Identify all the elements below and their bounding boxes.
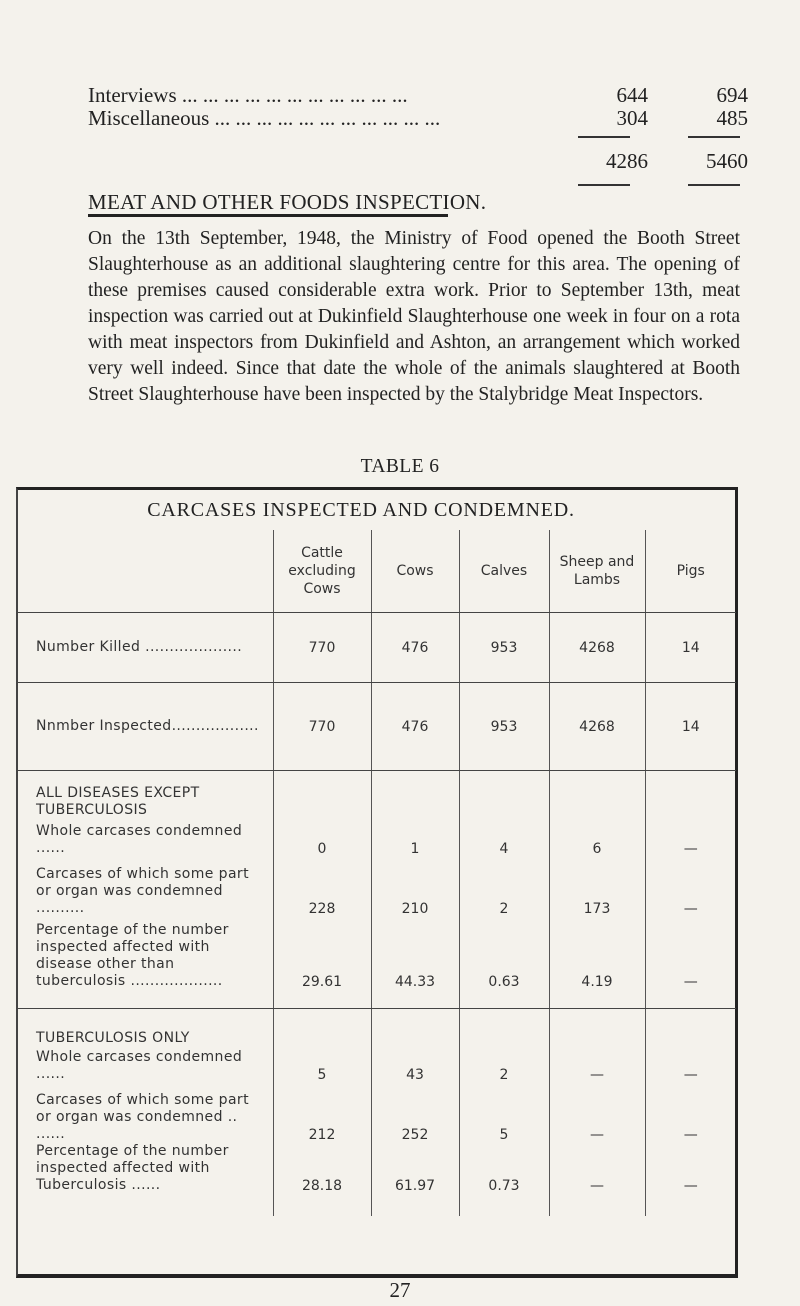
table-title: CARCASES INSPECTED AND CONDEMNED. <box>147 499 575 521</box>
table-row-number-inspected <box>18 683 736 771</box>
cell: 953 <box>459 683 549 771</box>
row-label: Whole carcases condemned ...... <box>18 823 273 857</box>
table-row <box>18 857 736 917</box>
cell: — <box>549 1083 645 1143</box>
group-heading-tuberculosis: TUBERCULOSIS ONLY <box>18 1009 273 1049</box>
cell: 953 <box>459 613 549 683</box>
table-row <box>18 823 736 857</box>
table-row-number-killed <box>18 613 736 683</box>
group-heading-all-diseases: ALL DISEASES EXCEPT TUBERCULOSIS <box>18 771 273 823</box>
cell: — <box>549 1049 645 1083</box>
header-blank <box>18 530 273 613</box>
row-label: Carcases of which some part or organ was condemned .......... <box>18 857 273 917</box>
cell: 476 <box>371 683 459 771</box>
section-title: MEAT AND OTHER FOODS INSPECTION. <box>88 190 487 214</box>
sum-rule-1b <box>578 184 630 186</box>
table-row <box>18 1083 736 1143</box>
cell: 29.61 <box>273 917 371 1009</box>
summary-label: Interviews ... ... ... ... ... ... ... ... ... ... ... <box>88 83 408 107</box>
page-number: 27 <box>389 1278 411 1302</box>
cell: 61.97 <box>371 1143 459 1216</box>
cell: 28.18 <box>273 1143 371 1216</box>
group-heading-row <box>18 771 736 823</box>
cell: 212 <box>273 1083 371 1143</box>
cell: 0.73 <box>459 1143 549 1216</box>
row-label: Percentage of the number inspected affected with Tuberculosis ...... <box>18 1143 273 1216</box>
cell: 770 <box>273 683 371 771</box>
cell: 2 <box>459 857 549 917</box>
total-value-1: 4286 <box>606 149 648 173</box>
cell: — <box>683 1066 698 1083</box>
header-sheep: Sheep and Lambs <box>549 530 645 613</box>
cell: 252 <box>371 1083 459 1143</box>
cell: — <box>645 917 736 1009</box>
summary-row-interviews <box>88 84 748 107</box>
cell: — <box>683 1126 698 1143</box>
group-heading-row <box>18 1009 736 1049</box>
header-cattle: Cattle excluding Cows <box>273 530 371 613</box>
cell: — <box>683 1177 698 1194</box>
sum-rule-2b <box>688 184 740 186</box>
cell: — <box>683 900 698 917</box>
cell: 14 <box>645 613 736 683</box>
cell: 4268 <box>549 683 645 771</box>
cell: 0 <box>273 823 371 857</box>
summary-value-2: 694 <box>716 83 748 107</box>
table-row <box>18 1143 736 1216</box>
row-label: Carcases of which some part or organ was condemned .. ...... <box>18 1083 273 1143</box>
row-label: Percentage of the number inspected affected with disease other than tuberculosis ................... <box>18 917 273 1009</box>
row-label: Whole carcases condemned ...... <box>18 1049 273 1083</box>
cell: 476 <box>371 613 459 683</box>
cell: 228 <box>273 857 371 917</box>
cell: 4 <box>459 823 549 857</box>
header-pigs: Pigs <box>645 530 736 613</box>
cell: 5 <box>459 1083 549 1143</box>
cell: 2 <box>459 1049 549 1083</box>
row-label: Nnmber Inspected.................. <box>18 683 273 771</box>
summary-value-1: 644 <box>616 83 648 107</box>
cell: 14 <box>645 683 736 771</box>
section-underline <box>88 214 448 217</box>
totals-row <box>88 150 748 173</box>
total-value-2: 5460 <box>706 149 748 173</box>
cell: 4.19 <box>549 917 645 1009</box>
table-row <box>18 1049 736 1083</box>
carcases-table <box>18 530 736 1216</box>
summary-label: Miscellaneous ... ... ... ... ... ... ... ... ... ... ... <box>88 106 441 130</box>
summary-block <box>88 84 748 130</box>
header-calves: Calves <box>459 530 549 613</box>
summary-value-2: 485 <box>716 106 748 130</box>
cell: 0.63 <box>459 917 549 1009</box>
table-header-row <box>18 530 736 613</box>
body-paragraph: On the 13th September, 1948, the Ministry of Food opened the Booth Street Slaughterhouse as an additional slaughtering centre for this area. The opening of these premises caused considerable extra work. Prior to September 13th, meat inspection was carried out at Dukinfield Slaughterhouse one week in four on a rota with meat inspectors from Dukinfield and Ashton, an arrangement which worked very well indeed. Since that date the whole of the animals slaughtered at Booth Street Slaughterhouse have been inspected by the Stalybridge Meat Inspectors. <box>88 228 740 405</box>
summary-value-1: 304 <box>616 106 648 130</box>
cell: 210 <box>371 857 459 917</box>
sum-rule-2a <box>688 136 740 138</box>
cell: — <box>549 1143 645 1216</box>
summary-row-miscellaneous <box>88 107 748 130</box>
sum-rule-1a <box>578 136 630 138</box>
cell: 4268 <box>549 613 645 683</box>
header-cows: Cows <box>371 530 459 613</box>
cell: 173 <box>549 857 645 917</box>
table-caption: TABLE 6 <box>360 456 440 477</box>
row-label: Number Killed .................... <box>18 613 273 683</box>
cell: 1 <box>371 823 459 857</box>
cell: 5 <box>273 1049 371 1083</box>
cell: 770 <box>273 613 371 683</box>
cell: 43 <box>371 1049 459 1083</box>
table-row <box>18 917 736 1009</box>
cell: 44.33 <box>371 917 459 1009</box>
cell: — <box>683 840 698 857</box>
cell: 6 <box>549 823 645 857</box>
